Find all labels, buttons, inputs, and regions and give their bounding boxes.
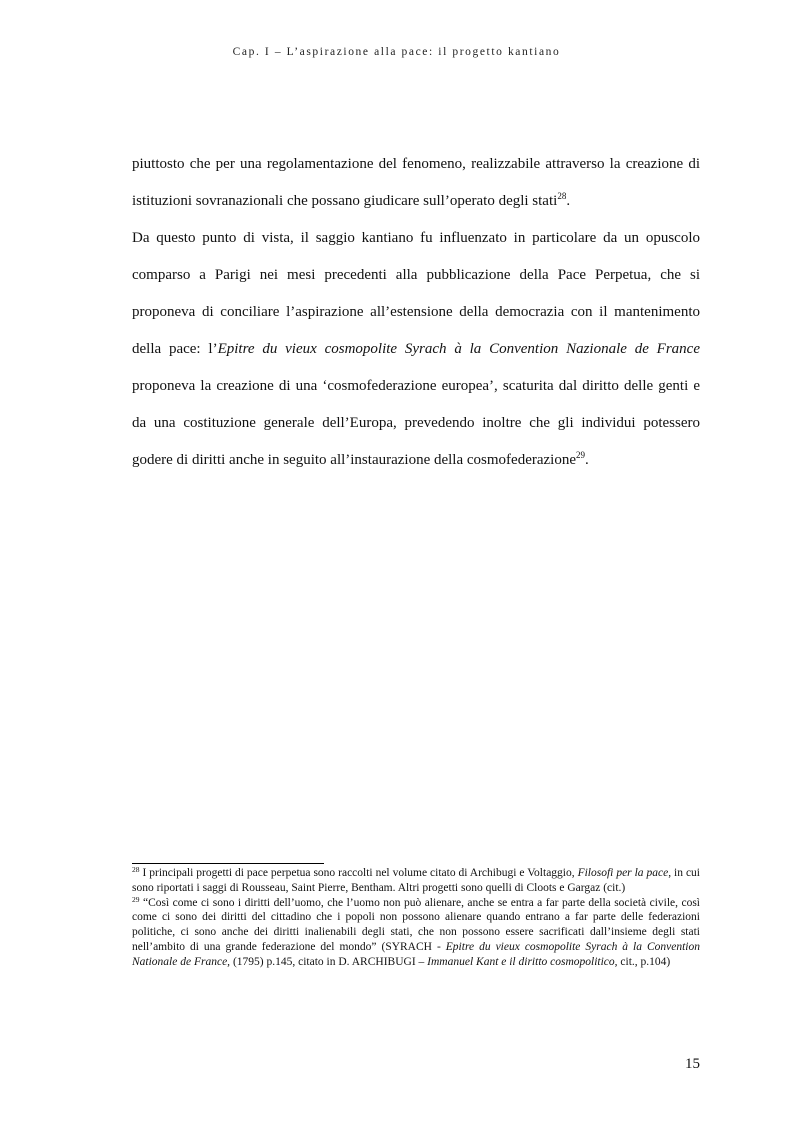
footnote-29-text-1: “Così come ci sono i diritti dell’uomo, che l’uomo non può alienare, anche se entra a far parte della società civile, così come ci sono dei diritti del cittadino che i popoli non possono alienare quando entrano a far parte delle federazioni politiche, ci sono anche dei diritti inalienabili degli stati, che non possono essere sacrificati dall’insieme degli stati nell’ambito di una grande federazione del mondo” (SYRACH - (132, 896, 700, 953)
footnote-29-number: 29 (132, 894, 140, 904)
page-number: 15 (685, 1056, 700, 1072)
footnotes (132, 866, 700, 970)
footnote-ref-28[interactable]: 28 (557, 191, 567, 201)
paragraph-1-text: piuttosto che per una regolamentazione del fenomeno, realizzabile attraverso la creazione di istituzioni sovranazionali che possano giudicare sull’operato degli stati (132, 156, 700, 209)
footnote-29-text-3: , cit., p.104) (614, 955, 671, 968)
footnote-29-title-2: Immanuel Kant e il diritto cosmopolitico (427, 955, 615, 968)
paragraph-2-text-after: proponeva la creazione di una ‘cosmofederazione europea’, scaturita dal diritto delle genti e da una costituzione generale dell’Europa, prevedendo inoltre che gli individui potessero godere di diritti anche in seguito all’instaurazione della cosmofederazione (132, 378, 700, 468)
running-header: Cap. I – L’aspirazione alla pace: il progetto kantiano (232, 46, 561, 58)
main-text (132, 146, 700, 479)
footnote-28 (132, 866, 700, 896)
paragraph-2 (132, 220, 700, 479)
footnote-29 (132, 896, 700, 970)
footnote-ref-29[interactable]: 29 (576, 450, 585, 460)
footnote-29-text-2: (1795) p.145, citato in D. ARCHIBUGI – (230, 955, 428, 968)
footnote-28-text-1: I principali progetti di pace perpetua sono raccolti nel volume citato di Archibugi e Voltaggio, (139, 867, 578, 879)
footnote-28-number: 28 (132, 865, 140, 874)
footnote-28-title: Filosofi per la pace (577, 867, 669, 879)
footnote-29-title-1: Epitre du vieux cosmopolite Syrach à la Convention Nationale de France, (132, 940, 700, 968)
paragraph-1 (132, 146, 700, 220)
paragraph-1-end: . (566, 193, 571, 209)
footnote-separator (132, 863, 324, 864)
paragraph-2-text-before: Da questo punto di vista, il saggio kantiano fu influenzato in particolare da un opuscolo comparso a Parigi nei mesi precedenti alla pubblicazione della Pace Perpetua, che si proponeva di conciliare l’aspirazione all’estensione della democrazia con il mantenimento della pace: l’ (132, 230, 700, 357)
paragraph-2-book-title: Epitre du vieux cosmopolite Syrach à la Convention Nazionale de France (217, 341, 700, 357)
footnote-28-text-2: , in cui sono riportati i saggi di Rousseau, Saint Pierre, Bentham. Altri progetti sono quelli di Cloots e Gargaz (cit.) (132, 867, 701, 894)
paragraph-2-end: . (585, 452, 589, 468)
